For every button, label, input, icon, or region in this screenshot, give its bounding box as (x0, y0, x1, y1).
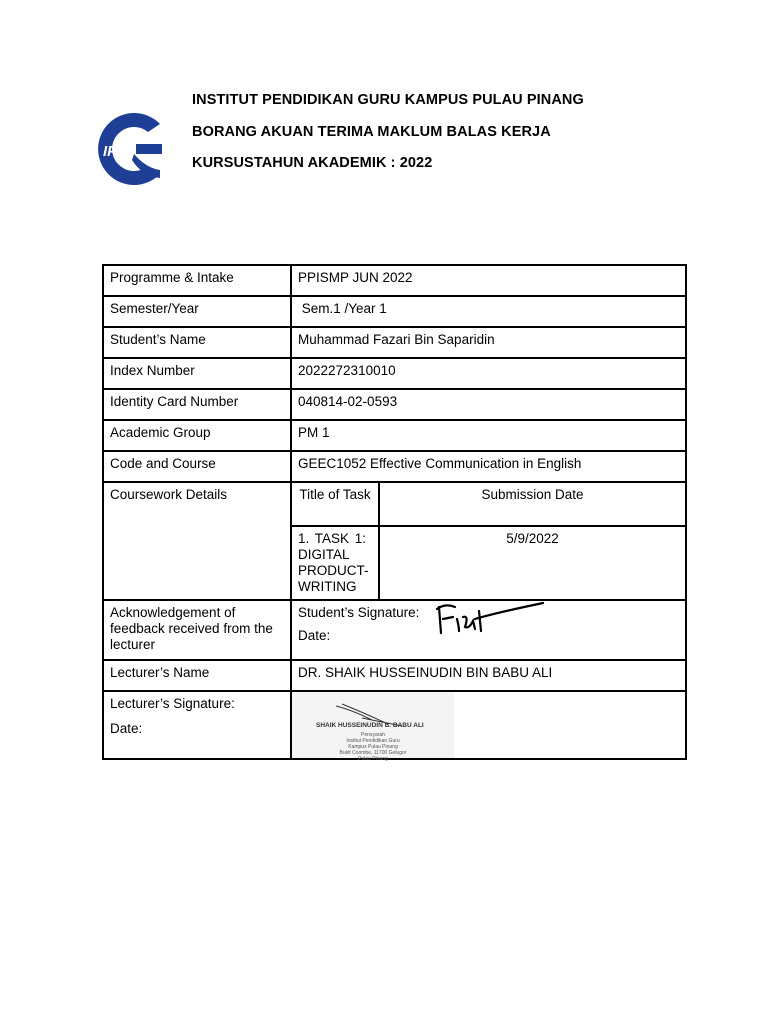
student-name-value: Muhammad Fazari Bin Saparidin (291, 327, 686, 358)
task-submission-date: 5/9/2022 (379, 526, 686, 600)
index-number-label: Index Number (103, 358, 291, 389)
logo-text: IPG (103, 143, 129, 160)
ic-number-value: 040814-02-0593 (291, 389, 686, 420)
ipg-logo (94, 110, 164, 188)
stamp-name: SHAIK HUSSEINUDIN B. BABU ALI (316, 722, 424, 729)
stamp-line-5: Pulau Pinang (358, 756, 388, 762)
stamp-line-2: Institut Pendidikan Guru (346, 738, 400, 744)
semester-value: Sem.1 /Year 1 (291, 296, 686, 327)
form-title: BORANG AKUAN TERIMA MAKLUM BALAS KERJA (192, 124, 551, 140)
student-signature-image (435, 597, 547, 637)
student-name-label: Student’s Name (103, 327, 291, 358)
title-of-task-header: Title of Task (291, 482, 379, 526)
academic-group-value: PM 1 (291, 420, 686, 451)
stamp-line-1: Pensyarah (361, 732, 385, 738)
lecturer-name-label: Lecturer’s Name (103, 660, 291, 691)
index-number-value: 2022272310010 (291, 358, 686, 389)
coursework-details-label: Coursework Details (103, 482, 291, 600)
programme-value: PPISMP JUN 2022 (291, 265, 686, 296)
student-signature-cell (291, 600, 686, 660)
ic-number-label: Identity Card Number (103, 389, 291, 420)
academic-group-label: Academic Group (103, 420, 291, 451)
student-signature-label: Student’s Signature: (298, 605, 420, 620)
lecturer-signature-label: Lecturer’s Signature: (110, 696, 235, 711)
feedback-form-table (102, 264, 687, 760)
task-title: 1. TASK 1: DIGITAL PRODUCT-WRITING (291, 526, 379, 600)
lecturer-signature-label-cell (103, 691, 291, 759)
acknowledgement-label: Acknowledgement of feedback received from the lecturer (103, 600, 291, 660)
lecturer-date-label: Date: (110, 721, 143, 736)
student-date-label: Date: (298, 628, 331, 643)
academic-year-title: KURSUSTAHUN AKADEMIK : 2022 (192, 155, 433, 171)
lecturer-stamp (292, 692, 454, 762)
stamp-line-4: Bukit Coombe, 11700 Gelugor (339, 750, 407, 756)
programme-label: Programme & Intake (103, 265, 291, 296)
semester-label: Semester/Year (103, 296, 291, 327)
institute-title: INSTITUT PENDIDIKAN GURU KAMPUS PULAU PINANG (192, 92, 584, 108)
lecturer-name-value: DR. SHAIK HUSSEINUDIN BIN BABU ALI (291, 660, 686, 691)
course-value: GEEC1052 Effective Communication in English (291, 451, 686, 482)
course-label: Code and Course (103, 451, 291, 482)
stamp-line-3: Kampus Pulau Pinang (348, 744, 398, 750)
submission-date-header: Submission Date (379, 482, 686, 526)
lecturer-stamp-cell (291, 691, 686, 762)
